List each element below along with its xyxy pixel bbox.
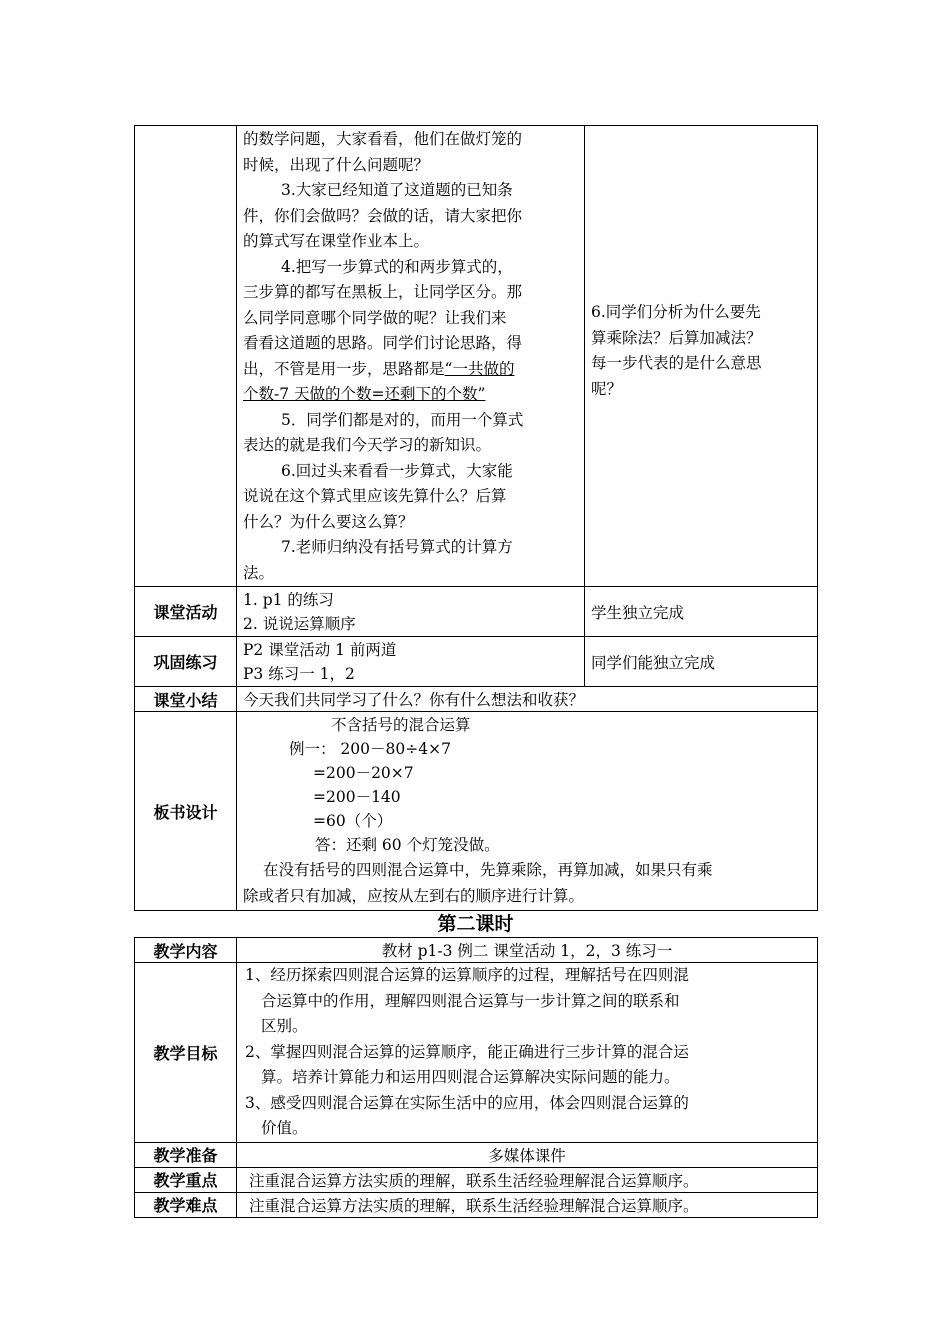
goal-line: 1、经历探索四则混合运算的运算顺序的过程，理解括号在四则混: [245, 966, 689, 984]
underlined-formula: “一共做的: [444, 359, 515, 378]
process-steps-cell: [237, 126, 585, 587]
goals-row: [135, 963, 818, 1143]
prep-label: 教学准备: [135, 1142, 237, 1167]
practice-student: 同学们能独立完成: [585, 637, 818, 687]
process-line: 说说在这个算式里应该先算什么？后算: [243, 487, 507, 505]
process-step-6: 6.回过头来看看一步算式，大家能: [281, 461, 513, 480]
goal-line: 3、感受四则混合运算在实际生活中的应用，体会四则混合运算的: [245, 1093, 689, 1112]
process-line: 什么？为什么要这么算？: [243, 512, 414, 531]
lesson-table-2: [134, 937, 818, 1218]
lesson-plan-page: [134, 125, 817, 1218]
process-step-5: 5．同学们都是对的，而用一个算式: [281, 410, 524, 429]
goal-line: 2、掌握四则混合运算的运算顺序，能正确进行三步计算的混合运: [245, 1042, 689, 1061]
board-content: [237, 712, 818, 911]
process-row: [135, 126, 818, 587]
board-step: =60（个）: [313, 812, 393, 830]
board-step: =200－140: [313, 788, 401, 806]
difficulty-row: [135, 1192, 818, 1217]
process-line: 件，你们会做吗？会做的话，请大家把你: [243, 206, 523, 225]
activity-item: 2. 说说运算顺序: [243, 614, 356, 633]
process-label-cell: [135, 126, 237, 587]
process-line-text: 出，不管是用一步，思路都是: [243, 359, 445, 378]
process-line: 时候，出现了什么问题呢？: [243, 155, 430, 174]
prep-text: 多媒体课件: [237, 1142, 818, 1167]
process-line: 的数学问题，大家看看，他们在做灯笼的: [243, 130, 523, 148]
goal-line: 区别。: [261, 1017, 308, 1035]
goal-line: 价值。: [261, 1119, 308, 1137]
practice-row: [135, 637, 818, 687]
content-row: [135, 938, 818, 963]
summary-label: 课堂小结: [135, 687, 237, 712]
content-label: 教学内容: [135, 938, 237, 963]
section-title: 第二课时: [437, 913, 514, 935]
process-step-4: 4.把写一步算式的和两步算式的，: [281, 257, 513, 276]
activity-student: 学生独立完成: [585, 587, 818, 637]
board-rule: 除或者只有加减，应按从左到右的顺序进行计算。: [243, 887, 585, 905]
key-row: [135, 1167, 818, 1192]
goal-line: 合运算中的作用，理解四则混合运算与一步计算之间的联系和: [261, 991, 680, 1010]
process-line: 表达的就是我们今天学习的新知识。: [243, 436, 492, 454]
process-step-3: 3.大家已经知道了这道题的已知条: [281, 181, 513, 199]
key-text: 注重混合运算方法实质的理解，联系生活经验理解混合运算顺序。: [237, 1167, 818, 1192]
board-step: =200－20×7: [313, 764, 414, 782]
goals-label: 教学目标: [135, 963, 237, 1143]
practice-item: P2 课堂活动 1 前两道: [243, 640, 397, 659]
board-title: 不含括号的混合运算: [331, 716, 471, 734]
process-line: 三步算的都写在黑板上，让同学区分。那: [243, 283, 523, 301]
activity-label: 课堂活动: [135, 587, 237, 637]
difficulty-label: 教学难点: [135, 1192, 237, 1217]
practice-item: P3 练习一 1，2: [243, 664, 355, 683]
student-line: 呢？: [591, 379, 623, 398]
board-example: 例一： 200－80÷4×7: [289, 740, 451, 758]
process-line: 的算式写在课堂作业本上。: [243, 232, 430, 250]
process-step-7: 7.老师归纳没有括号算式的计算方: [281, 538, 513, 556]
goals-content: [237, 963, 818, 1143]
activity-items: [237, 587, 585, 637]
activity-row: [135, 587, 818, 637]
prep-row: [135, 1142, 818, 1167]
student-line: 算乘除法？后算加减法？: [591, 328, 762, 347]
process-line: 么同学同意哪个同学做的呢？让我们来: [243, 308, 507, 327]
summary-text: 今天我们共同学习了什么？你有什么想法和收获？: [237, 687, 818, 712]
lesson-table-1: [134, 125, 818, 911]
board-rule: 在没有括号的四则混合运算中，先算乘除，再算加减，如果只有乘: [263, 861, 713, 879]
goal-line: 算。培养计算能力和运用四则混合运算解决实际问题的能力。: [261, 1068, 680, 1086]
student-line: 每一步代表的是什么意思: [591, 354, 762, 372]
student-line: 6.同学们分析为什么要先: [591, 303, 761, 321]
practice-items: [237, 637, 585, 687]
student-activity-cell: [585, 126, 818, 587]
key-label: 教学重点: [135, 1167, 237, 1192]
difficulty-text: 注重混合运算方法实质的理解，联系生活经验理解混合运算顺序。: [237, 1192, 818, 1217]
practice-label: 巩固练习: [135, 637, 237, 687]
activity-item: 1. p1 的练习: [243, 590, 334, 609]
process-line: 法。: [243, 563, 275, 582]
board-row: [135, 712, 818, 911]
content-text: 教材 p1-3 例二 课堂活动 1，2，3 练习一: [237, 938, 818, 963]
summary-row: [135, 687, 818, 712]
process-line: 看看这道题的思路。同学们讨论思路，得: [243, 334, 523, 352]
underlined-formula: 个数-7 天做的个数=还剩下的个数”: [243, 385, 486, 403]
process-line: [243, 357, 578, 383]
board-answer: 答：还剩 60 个灯笼没做。: [315, 836, 500, 854]
board-label: 板书设计: [135, 712, 237, 911]
